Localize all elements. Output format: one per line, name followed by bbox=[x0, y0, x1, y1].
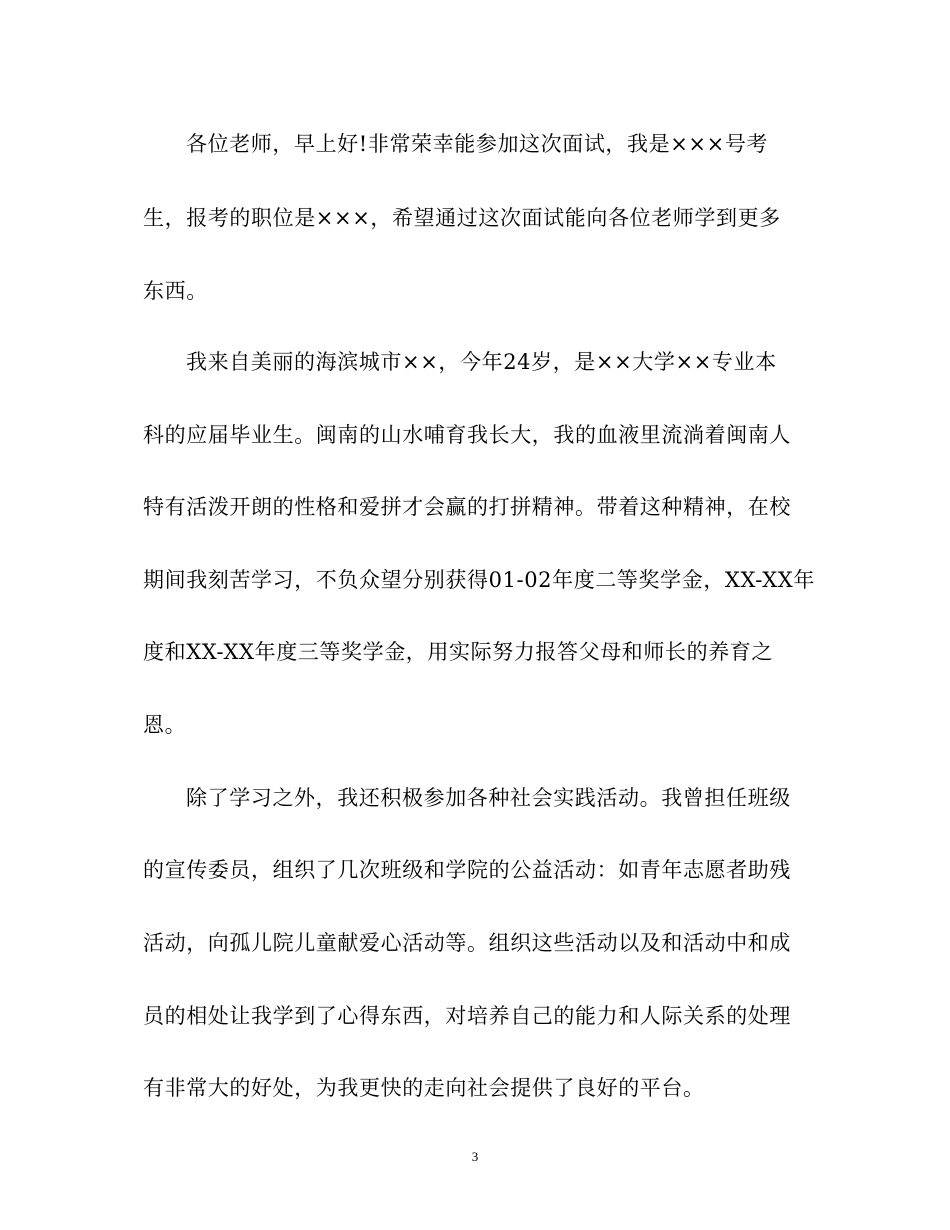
paragraph-2-line-4: 期间我刻苦学习，不负众望分别获得01-02年度二等奖学金，XX-XX年 bbox=[143, 568, 815, 592]
page-number: 3 bbox=[471, 1149, 479, 1164]
paragraph-1-line-2: 生，报考的职位是×××，希望通过这次面试能向各位老师学到更多 bbox=[143, 206, 781, 230]
paragraph-1-line-1: 各位老师，早上好!非常荣幸能参加这次面试，我是×××号考 bbox=[186, 132, 769, 156]
paragraph-2-line-6: 恩。 bbox=[143, 713, 187, 737]
paragraph-2-line-5: 度和XX-XX年度三等奖学金，用实际努力报答父母和师长的养育之 bbox=[143, 640, 773, 664]
paragraph-3-line-5: 有非常大的好处，为我更快的走向社会提供了良好的平台。 bbox=[143, 1076, 705, 1100]
paragraph-1-line-3: 东西。 bbox=[143, 279, 208, 303]
paragraph-2-line-1: 我来自美丽的海滨城市××，今年24岁，是××大学××专业本 bbox=[186, 350, 777, 374]
paragraph-2-line-2: 科的应届毕业生。闽南的山水哺育我长大，我的血液里流淌着闽南人 bbox=[143, 423, 791, 447]
paragraph-2-line-3: 特有活泼开朗的性格和爱拼才会赢的打拼精神。带着这种精神，在校 bbox=[143, 495, 791, 519]
paragraph-3-line-2: 的宣传委员，组织了几次班级和学院的公益活动：如青年志愿者助残 bbox=[143, 858, 791, 882]
paragraph-3-line-4: 员的相处让我学到了心得东西，对培养自己的能力和人际关系的处理 bbox=[143, 1004, 791, 1028]
paragraph-3-line-3: 活动，向孤儿院儿童献爱心活动等。组织这些活动以及和活动中和成 bbox=[143, 931, 791, 955]
paragraph-3-line-1: 除了学习之外，我还积极参加各种社会实践活动。我曾担任班级 bbox=[186, 786, 791, 810]
